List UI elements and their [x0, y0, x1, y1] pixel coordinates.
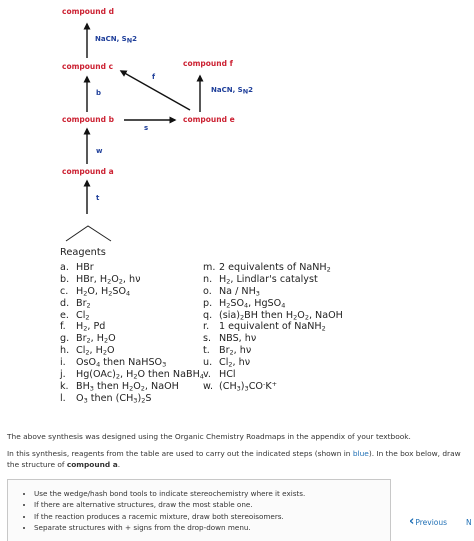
compound-b-label: compound b [62, 115, 114, 124]
reagents-left-column [60, 262, 204, 405]
reagent-item [60, 286, 204, 298]
instructions-box [7, 479, 391, 541]
reagent-text: $BH_3$ then $H_2O_2$, NaOH [76, 380, 179, 393]
compound-e-label: compound e [183, 115, 235, 124]
reagent-item [60, 381, 204, 393]
reagent-text: HCl [219, 369, 236, 381]
reagent-letter: r. [203, 321, 210, 333]
reagent-letter: e. [60, 309, 69, 321]
reagents-title: Reagents [60, 247, 106, 258]
reagent-letter: n. [203, 273, 213, 285]
reagent-letter: u. [203, 357, 213, 369]
reagent-text: $Br_2$, $H_2O$ [76, 333, 116, 345]
reagent-item [60, 393, 204, 405]
reagent-item [60, 298, 204, 310]
reagent-letter: s. [203, 333, 212, 345]
reagent-letter: c. [60, 285, 69, 297]
roadmap-diagram [0, 0, 474, 250]
reagent-text: Na / $NH_3$ [219, 285, 260, 298]
reagent-text: $H_2$, Pd [76, 321, 106, 333]
instruction-item: • Use the wedge/hash bond tools to indicate stereochemistry where it exists. [34, 488, 390, 499]
step-e-to-f-label: NaCN, $S_N2$ [211, 86, 254, 96]
reagent-item [60, 274, 204, 286]
reagent-item [203, 321, 343, 333]
compound-f-label: compound f [183, 59, 233, 68]
reagent-text: $O_3$ then $(CH_3)_2S$ [76, 392, 152, 405]
instruction-item: • If there are alternative structures, draw the most stable one. [34, 499, 390, 510]
step-start-to-a-label: t [96, 194, 100, 202]
reagent-text: HBr [76, 262, 94, 273]
compound-c-label: compound c [62, 62, 114, 71]
reagent-item [60, 310, 204, 322]
reagent-text: OsO$_4$ then NaHSO$_3$ [76, 357, 167, 369]
reagent-text: $Br_2$ [76, 297, 91, 310]
arrow-f-to-c [121, 71, 190, 110]
reagent-text: NBS, hν [219, 333, 257, 345]
reagent-item [60, 321, 204, 333]
reagent-text: 2 equivalents of NaNH$_2$ [219, 262, 331, 274]
reagent-item [203, 310, 343, 322]
reagent-item [60, 262, 204, 274]
reagent-item [60, 333, 204, 345]
reagent-item [60, 369, 204, 381]
reagent-text: HBr, $H_2O_2$, hν [76, 273, 141, 286]
instructions-list [8, 488, 390, 534]
reagent-text: $Cl_2$ [76, 309, 90, 322]
reagent-text: $H_2$, Lindlar's catalyst [219, 273, 318, 286]
reagent-text: $Cl_2$, $H_2O$ [76, 345, 115, 357]
reagent-item [60, 357, 204, 369]
step-a-to-b-label: w [96, 147, 103, 155]
reagent-text: $H_2SO_4$, HgSO$_4$ [219, 297, 286, 310]
task-description: In this synthesis, reagents from the table are used to carry out the indicated steps (shown in blue). In the box below, draw the structure of compound a. [7, 449, 461, 469]
reagent-text: $Br_2$, hν [219, 345, 252, 357]
reagent-text: $(sia)_2BH$ then $H_2O_2$, NaOH [219, 309, 343, 322]
reagent-item [203, 333, 343, 345]
reagent-letter: p. [203, 297, 213, 309]
reagent-letter: i. [60, 357, 66, 369]
step-b-to-e-label: s [144, 124, 149, 132]
reagent-letter: j. [60, 369, 66, 381]
reagent-item [203, 381, 343, 393]
reagent-letter: v. [203, 369, 211, 381]
reagent-item [60, 345, 204, 357]
step-c-to-d-label: NaCN, $S_N2$ [95, 35, 138, 45]
reagent-item [203, 286, 343, 298]
reagent-text: $Cl_2$, hν [219, 357, 251, 369]
reagent-letter: o. [203, 285, 212, 297]
target-compound: compound a [66, 460, 118, 469]
reagent-letter: w. [203, 380, 214, 392]
previous-label: Previous [415, 517, 448, 527]
reagent-letter: l. [60, 392, 66, 404]
reagent-letter: m. [203, 262, 216, 273]
step-b-to-c-label: b [96, 89, 102, 97]
instruction-item: • If the reaction produces a racemic mixture, draw both stereoisomers. [34, 511, 390, 522]
reagent-letter: g. [60, 333, 70, 345]
previous-button[interactable] [409, 514, 448, 529]
compound-a-label: compound a [62, 167, 114, 176]
reagent-letter: h. [60, 345, 70, 357]
reagent-letter: f. [60, 321, 66, 333]
next-button[interactable]: N [466, 518, 472, 527]
reagent-letter: k. [60, 380, 69, 392]
blue-word: blue [352, 449, 369, 458]
reagent-item [203, 262, 343, 274]
reagents-table [60, 247, 343, 405]
reagent-item [203, 357, 343, 369]
reagent-item [203, 345, 343, 357]
reagent-letter: d. [60, 297, 70, 309]
starting-material-structure [66, 226, 111, 241]
reagent-letter: q. [203, 309, 213, 321]
compound-d-label: compound d [62, 7, 114, 16]
reagent-item [203, 274, 343, 286]
reagent-text: $(CH_3)_3CO^-K^+$ [219, 379, 278, 393]
instruction-item: • Separate structures with + signs from the drop-down menu. [34, 522, 390, 533]
reagent-text: $H_2O$, $H_2SO_4$ [76, 285, 131, 298]
reagent-text: 1 equivalent of NaNH$_2$ [219, 321, 326, 333]
reagents-right-column [203, 262, 343, 393]
roadmap-note: The above synthesis was designed using the Organic Chemistry Roadmaps in the appendix of your textbook. [7, 432, 411, 441]
reagent-text: $Hg(OAc)_2$, $H_2O$ then NaBH$_4$ [76, 369, 204, 381]
step-f-to-c-label: f [152, 73, 156, 81]
reagent-item [203, 298, 343, 310]
chevron-left-icon: ‹ [409, 514, 415, 529]
reagent-letter: a. [60, 262, 69, 273]
reagent-letter: b. [60, 273, 70, 285]
reagent-letter: t. [203, 345, 210, 357]
